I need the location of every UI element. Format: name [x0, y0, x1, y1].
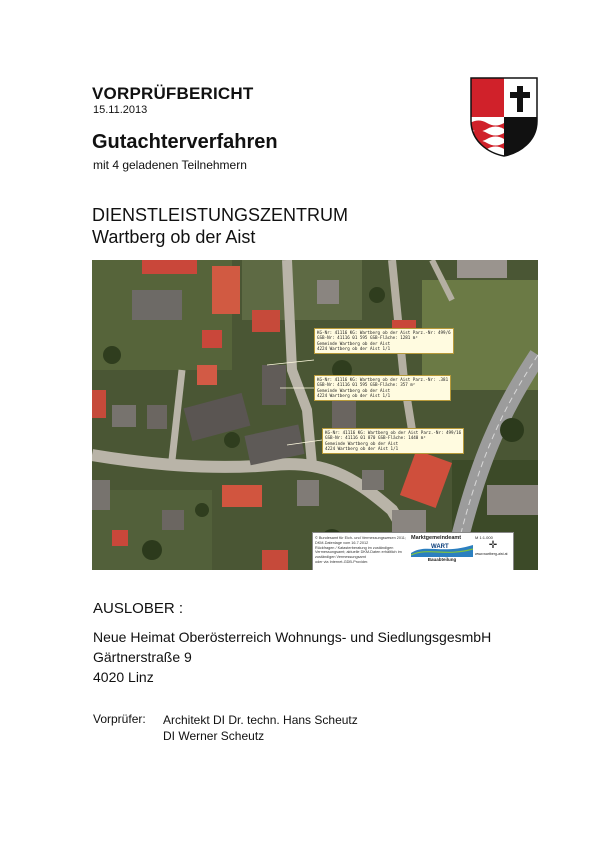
project-title-line1: DIENSTLEISTUNGSZENTRUM: [92, 205, 349, 225]
office-name: Marktgemeindeamt: [411, 535, 462, 541]
auslober-address: [93, 627, 491, 687]
office-dept: Bauabteilung: [427, 557, 457, 562]
project-title: [92, 204, 348, 248]
aerial-map-image: [92, 260, 538, 570]
map-legend: [312, 532, 514, 570]
parcel-callout-3: KG-Nr: 41116 KG: Wartberg ob der Aist Parz.-Nr: 499/16 GSB-Nr: 41116 01 870 GSB-Fläche: 1440 m² Gemeinde Wartberg ob der Aist 4224 Wartberg ob der Aist 1/1: [322, 428, 464, 454]
participants-note: mit 4 geladenen Teilnehmern: [93, 158, 247, 172]
vorpruefer-label: Vorprüfer:: [93, 712, 146, 726]
auslober-org: Neue Heimat Oberösterreich Wohnungs- und SiedlungsgesmbH: [93, 629, 492, 645]
aerial-map: [92, 260, 538, 570]
parcel-callout-2: KG-Nr: 41116 KG: Wartberg ob der Aist Parz.-Nr: .381 GSB-Nr: 41116 01 595 GSB-Fläche: 357 m² Gemeinde Wartberg ob der Aist 4224 Wartberg ob der Aist 1/1: [314, 375, 451, 401]
auslober-street: Gärtnerstraße 9: [93, 649, 192, 665]
auslober-city: 4020 Linz: [93, 669, 154, 685]
crest-red-field: [470, 77, 504, 117]
project-title-line2: Wartberg ob der Aist: [92, 227, 256, 247]
office-logo: [411, 535, 473, 569]
logo-text: WART: [431, 544, 449, 550]
vorpruefer-names: [163, 712, 358, 744]
map-scale: M 1:1.000: [475, 535, 493, 540]
north-arrow-icon: ✛: [488, 540, 498, 551]
parcel-callout-1: KG-Nr: 41116 KG: Wartberg ob der Aist Parz.-Nr: 499/6 GSB-Nr: 41116 01 595 GSB-Fläche: 1281 m² Gemeinde Wartberg ob der Aist 4224 Wartberg ob der Aist 1/1: [314, 328, 454, 354]
map-scale-panel: [475, 535, 511, 569]
document-date: 15.11.2013: [93, 104, 148, 116]
map-credits: © Bundesamt für Eich- und Vermessungswesen 2011; DKM-Datenlage vom 16.7.2012 Rückfragen / Katasterberatung im zuständigen Vermessungsamt; aktuelle DKM-Daten erhältlich im zuständigen Vermessungsamt oder via Internet-GDB-Provider.: [315, 536, 406, 564]
document-type: VORPRÜFBERICHT: [92, 84, 254, 103]
vorpruefer-name-2: DI Werner Scheutz: [163, 729, 265, 743]
coat-of-arms-icon: [470, 77, 538, 157]
office-url: www.wartberg-aist.at: [475, 552, 508, 556]
auslober-label: AUSLOBER :: [93, 600, 184, 617]
vorpruefer-name-1: Architekt DI Dr. techn. Hans Scheutz: [163, 713, 358, 727]
procedure-title: Gutachterverfahren: [92, 131, 278, 153]
